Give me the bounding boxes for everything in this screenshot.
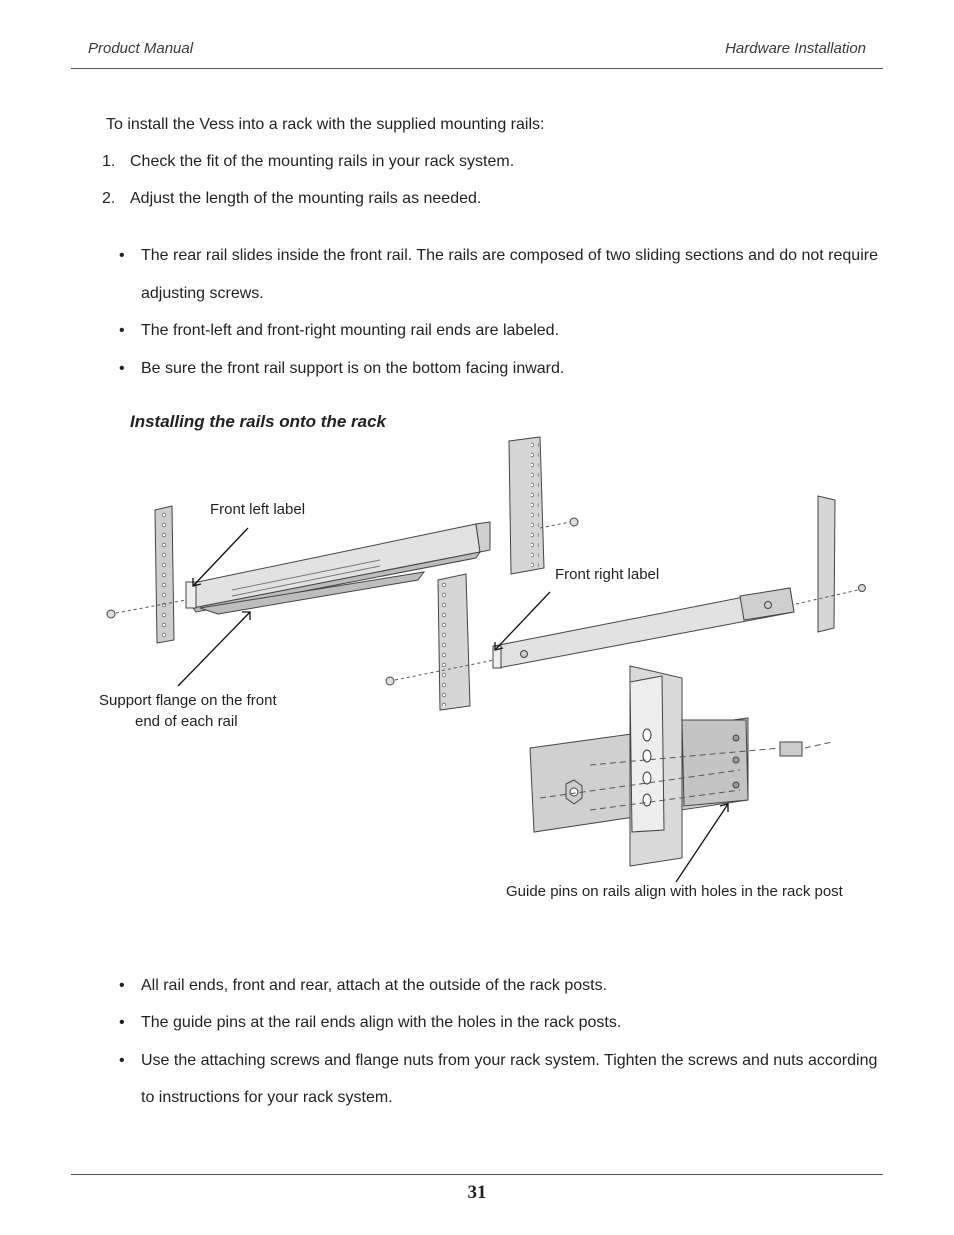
bullet: •	[119, 322, 125, 339]
bullet: •	[119, 977, 125, 994]
step-2-number: 2.	[102, 190, 116, 207]
guide-pin	[733, 782, 739, 788]
screw	[386, 677, 394, 685]
footer-rule	[71, 1174, 883, 1175]
page-number: 31	[467, 1182, 487, 1203]
bullet: •	[119, 1014, 125, 1031]
screw	[859, 585, 866, 592]
step-2-text: Adjust the length of the mounting rails as needed.	[130, 190, 482, 207]
figure-caption: Installing the rails onto the rack	[130, 412, 386, 431]
callout-guide-pins: Guide pins on rails align with holes in the rack post	[506, 883, 843, 900]
right-rear-post	[818, 496, 835, 632]
callout-support-flange-line1: Support flange on the front	[99, 692, 277, 709]
note-top-2-line1: The front-left and front-right mounting rail ends are labeled.	[141, 322, 560, 339]
callout-front-left-label: Front left label	[210, 501, 306, 518]
note-top-1-line1: The rear rail slides inside the front rail. The rails are composed of two sliding sections and do not require	[141, 247, 878, 264]
note-bottom-3-line1: Use the attaching screws and flange nuts from your rack system. Tighten the screws and nuts according	[141, 1052, 878, 1069]
leader-support-flange	[178, 612, 250, 686]
bolt	[780, 742, 802, 756]
screw	[570, 518, 578, 526]
leader-guide-pins	[676, 804, 728, 882]
guide-pin	[733, 757, 739, 763]
note-bottom-3-line2: to instructions for your rack system.	[141, 1089, 393, 1106]
note-bottom-1-line1: All rail ends, front and rear, attach at the outside of the rack posts.	[141, 977, 608, 994]
bullet: •	[119, 247, 125, 264]
header-right: Hardware Installation	[725, 40, 866, 57]
screw	[107, 610, 115, 618]
note-top-3-line1: Be sure the front rail support is on the bottom facing inward.	[141, 360, 565, 377]
guide-pin	[733, 735, 739, 741]
bullet: •	[119, 360, 125, 377]
callout-front-right-label: Front right label	[555, 566, 660, 583]
intro-text: To install the Vess into a rack with the supplied mounting rails:	[106, 116, 545, 133]
step-1-text: Check the fit of the mounting rails in your rack system.	[130, 153, 515, 170]
callout-support-flange-line2: end of each rail	[135, 713, 238, 730]
header-left: Product Manual	[88, 40, 194, 57]
note-bottom-2-line1: The guide pins at the rail ends align with the holes in the rack posts.	[141, 1014, 622, 1031]
note-top-1-line2: adjusting screws.	[141, 285, 264, 302]
bullet: •	[119, 1052, 125, 1069]
step-1-number: 1.	[102, 153, 116, 170]
